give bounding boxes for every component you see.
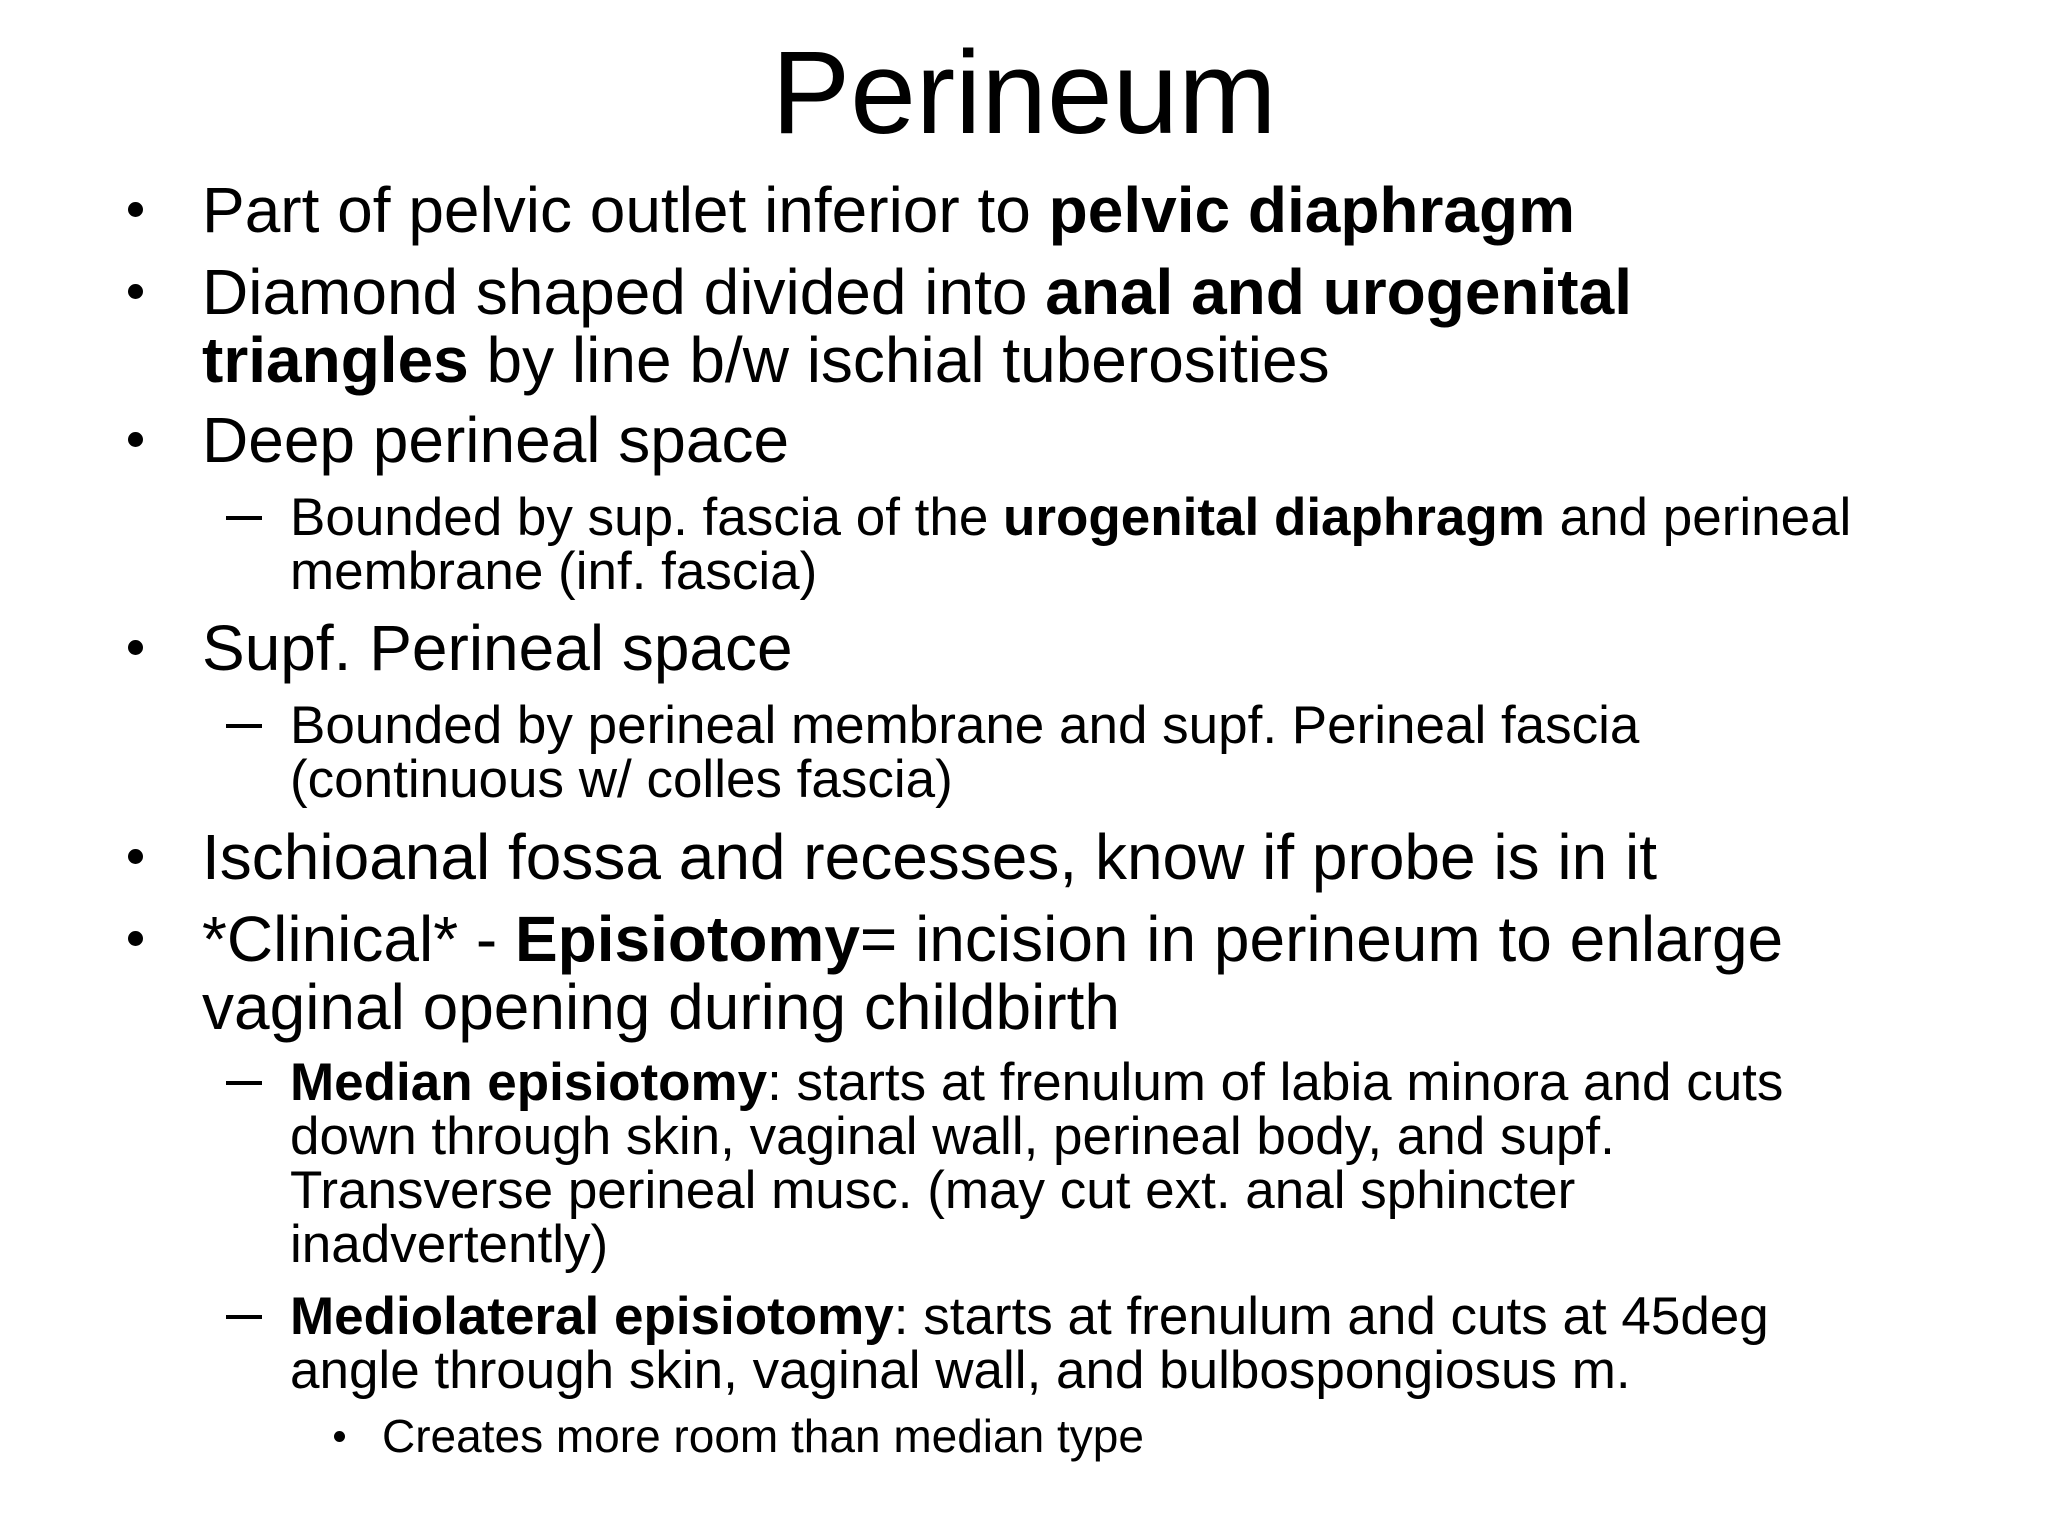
bullet-marker — [128, 284, 143, 299]
bullet-text: by line b/w ischial tuberosities — [468, 324, 1330, 396]
bullet-supf-perineal-space: Supf. Perineal space — [202, 612, 793, 684]
sub-bullet-marker — [226, 516, 262, 520]
sub-bullet-median-episiotomy-line1 — [290, 1053, 1784, 1112]
bullet-bold-text: anal and urogenital — [1045, 256, 1632, 328]
bullet-marker — [128, 849, 143, 864]
sub-bullet-text: : starts at frenulum and cuts at 45deg — [893, 1287, 1769, 1346]
sub-bullet-deep-bounded-line2: membrane (inf. fascia) — [290, 542, 818, 601]
sub-bullet-supf-bounded-line1: Bounded by perineal membrane and supf. Perineal fascia — [290, 696, 1640, 755]
bullet-text: Part of pelvic outlet inferior to — [202, 174, 1049, 246]
bullet-clinical-episiotomy-line2: vaginal opening during childbirth — [202, 971, 1120, 1043]
sub-bullet-marker — [226, 1315, 262, 1319]
sub-bullet-mediolateral-episiotomy-line1 — [290, 1287, 1769, 1346]
bullet-ischioanal-fossa: Ischioanal fossa and recesses, know if probe is in it — [202, 821, 1657, 893]
slide-title: Perineum — [771, 27, 1277, 159]
bullet-diamond-shaped-line1 — [202, 258, 1632, 326]
sub-bullet-bold-text: Mediolateral episiotomy — [290, 1287, 894, 1346]
bullet-marker — [128, 640, 143, 655]
sub-bullet-text: Bounded by sup. fascia of the — [290, 488, 1004, 547]
bullet-diamond-shaped-line2 — [202, 326, 1330, 394]
sub-bullet-marker — [226, 724, 262, 728]
sub-bullet-mediolateral-episiotomy-line2: angle through skin, vaginal wall, and bulbospongiosus m. — [290, 1341, 1631, 1400]
sub-bullet-bold-text: urogenital diaphragm — [1003, 488, 1545, 547]
bullet-marker — [128, 432, 143, 447]
sub-bullet-median-episiotomy-line3: Transverse perineal musc. (may cut ext. anal sphincter — [290, 1161, 1576, 1220]
sub-bullet-supf-bounded-line2: (continuous w/ colles fascia) — [290, 750, 953, 809]
bullet-text: *Clinical* - — [202, 903, 515, 975]
bullet-pelvic-outlet — [202, 176, 1575, 244]
sub-bullet-text: and perineal — [1544, 488, 1852, 547]
bullet-bold-text: pelvic diaphragm — [1048, 174, 1575, 246]
sub-bullet-bold-text: Median episiotomy — [290, 1053, 768, 1112]
sub-sub-bullet-more-room: Creates more room than median type — [382, 1410, 1144, 1462]
bullet-marker — [128, 931, 143, 946]
bullet-deep-perineal-space: Deep perineal space — [202, 404, 790, 476]
bullet-marker — [128, 202, 143, 217]
sub-bullet-deep-bounded-line1 — [290, 488, 1852, 547]
sub-sub-bullet-marker — [334, 1431, 345, 1442]
bullet-bold-text: triangles — [202, 324, 469, 396]
bullet-text: = incision in perineum to enlarge — [859, 903, 1784, 975]
sub-bullet-marker — [226, 1081, 262, 1085]
bullet-bold-text: Episiotomy — [514, 903, 860, 975]
bullet-text: Diamond shaped divided into — [202, 256, 1046, 328]
sub-bullet-median-episiotomy-line4: inadvertently) — [290, 1215, 609, 1274]
sub-bullet-median-episiotomy-line2: down through skin, vaginal wall, perineal body, and supf. — [290, 1107, 1615, 1166]
sub-bullet-text: : starts at frenulum of labia minora and cuts — [767, 1053, 1784, 1112]
bullet-clinical-episiotomy-line1 — [202, 905, 1783, 973]
